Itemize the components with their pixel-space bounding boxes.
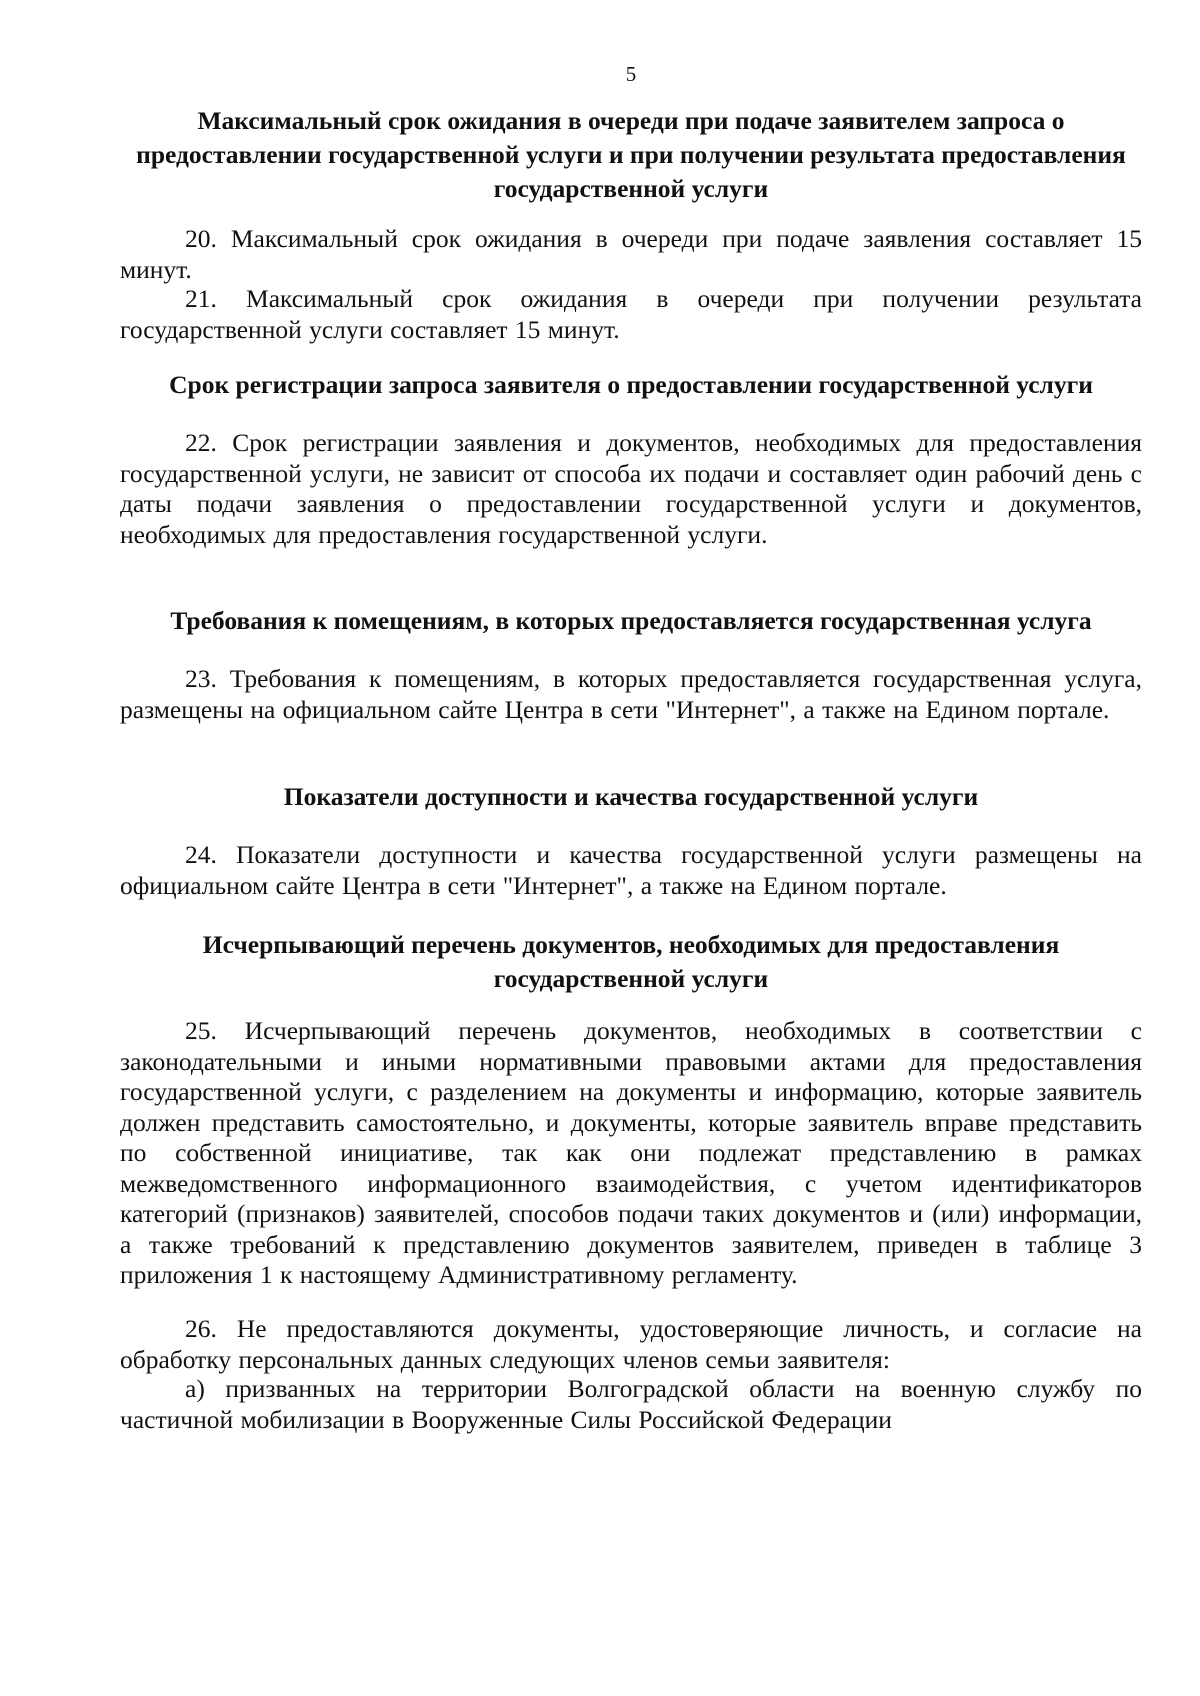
paragraph-25: 25. Исчерпывающий перечень документов, необходимых в соответствии с законодательными и иными нормативными правовыми актами для предоставления государственной услуги, с разделением на документы и информацию, которые заявитель должен представить самостоятельно, и документы, которые заявитель вправе представить по собственной инициативе, так как они подлежат представлению в рамках межведомственного информационного взаимодействия, с учетом идентификаторов категорий (признаков) заявителей, способов подачи таких документов и (или) информации, а также требований к представлению документов заявителем, приведен в таблице 3 приложения 1 к настоящему Административному регламенту. xyxy=(120,1016,1142,1289)
section-heading-accessibility: Показатели доступности и качества государственной услуги xyxy=(283,782,979,811)
section-heading-premises: Требования к помещениям, в которых предоставляется государственная услуга xyxy=(170,606,1092,635)
section-heading-documents-list: Исчерпывающий перечень документов, необходимых для предоставления государственной услуги xyxy=(202,930,1060,993)
paragraph-21: 21. Максимальный срок ожидания в очереди при получении результата государственной услуги составляет 15 минут. xyxy=(120,284,1142,344)
page-number: 5 xyxy=(625,62,637,86)
document-page xyxy=(120,0,1142,1696)
paragraph-22: 22. Срок регистрации заявления и документов, необходимых для предоставления государственной услуги, не зависит от способа их подачи и составляет один рабочий день с даты подачи заявления о предоставлении государственной услуги и документов, необходимых для предоставления государственной услуги. xyxy=(120,428,1142,549)
paragraph-26a: а) призванных на территории Волгоградской области на военную службу по частичной мобилизации в Вооруженные Силы Российской Федерации xyxy=(120,1374,1142,1434)
paragraph-26: 26. Не предоставляются документы, удостоверяющие личность, и согласие на обработку персональных данных следующих членов семьи заявителя: xyxy=(120,1314,1142,1374)
section-heading-registration: Срок регистрации запроса заявителя о предоставлении государственной услуги xyxy=(169,370,1093,399)
paragraph-20: 20. Максимальный срок ожидания в очереди при подаче заявления составляет 15 минут. xyxy=(120,224,1142,284)
section-heading-queue-wait: Максимальный срок ожидания в очереди при подаче заявителем запроса о предоставлении государственной услуги и при получении результата предоставления государственной услуги xyxy=(136,106,1126,203)
paragraph-24: 24. Показатели доступности и качества государственной услуги размещены на официальном сайте Центра в сети "Интернет", а также на Едином портале. xyxy=(120,840,1142,900)
paragraph-23: 23. Требования к помещениям, в которых предоставляется государственная услуга, размещены на официальном сайте Центра в сети "Интернет", а также на Едином портале. xyxy=(120,664,1142,724)
